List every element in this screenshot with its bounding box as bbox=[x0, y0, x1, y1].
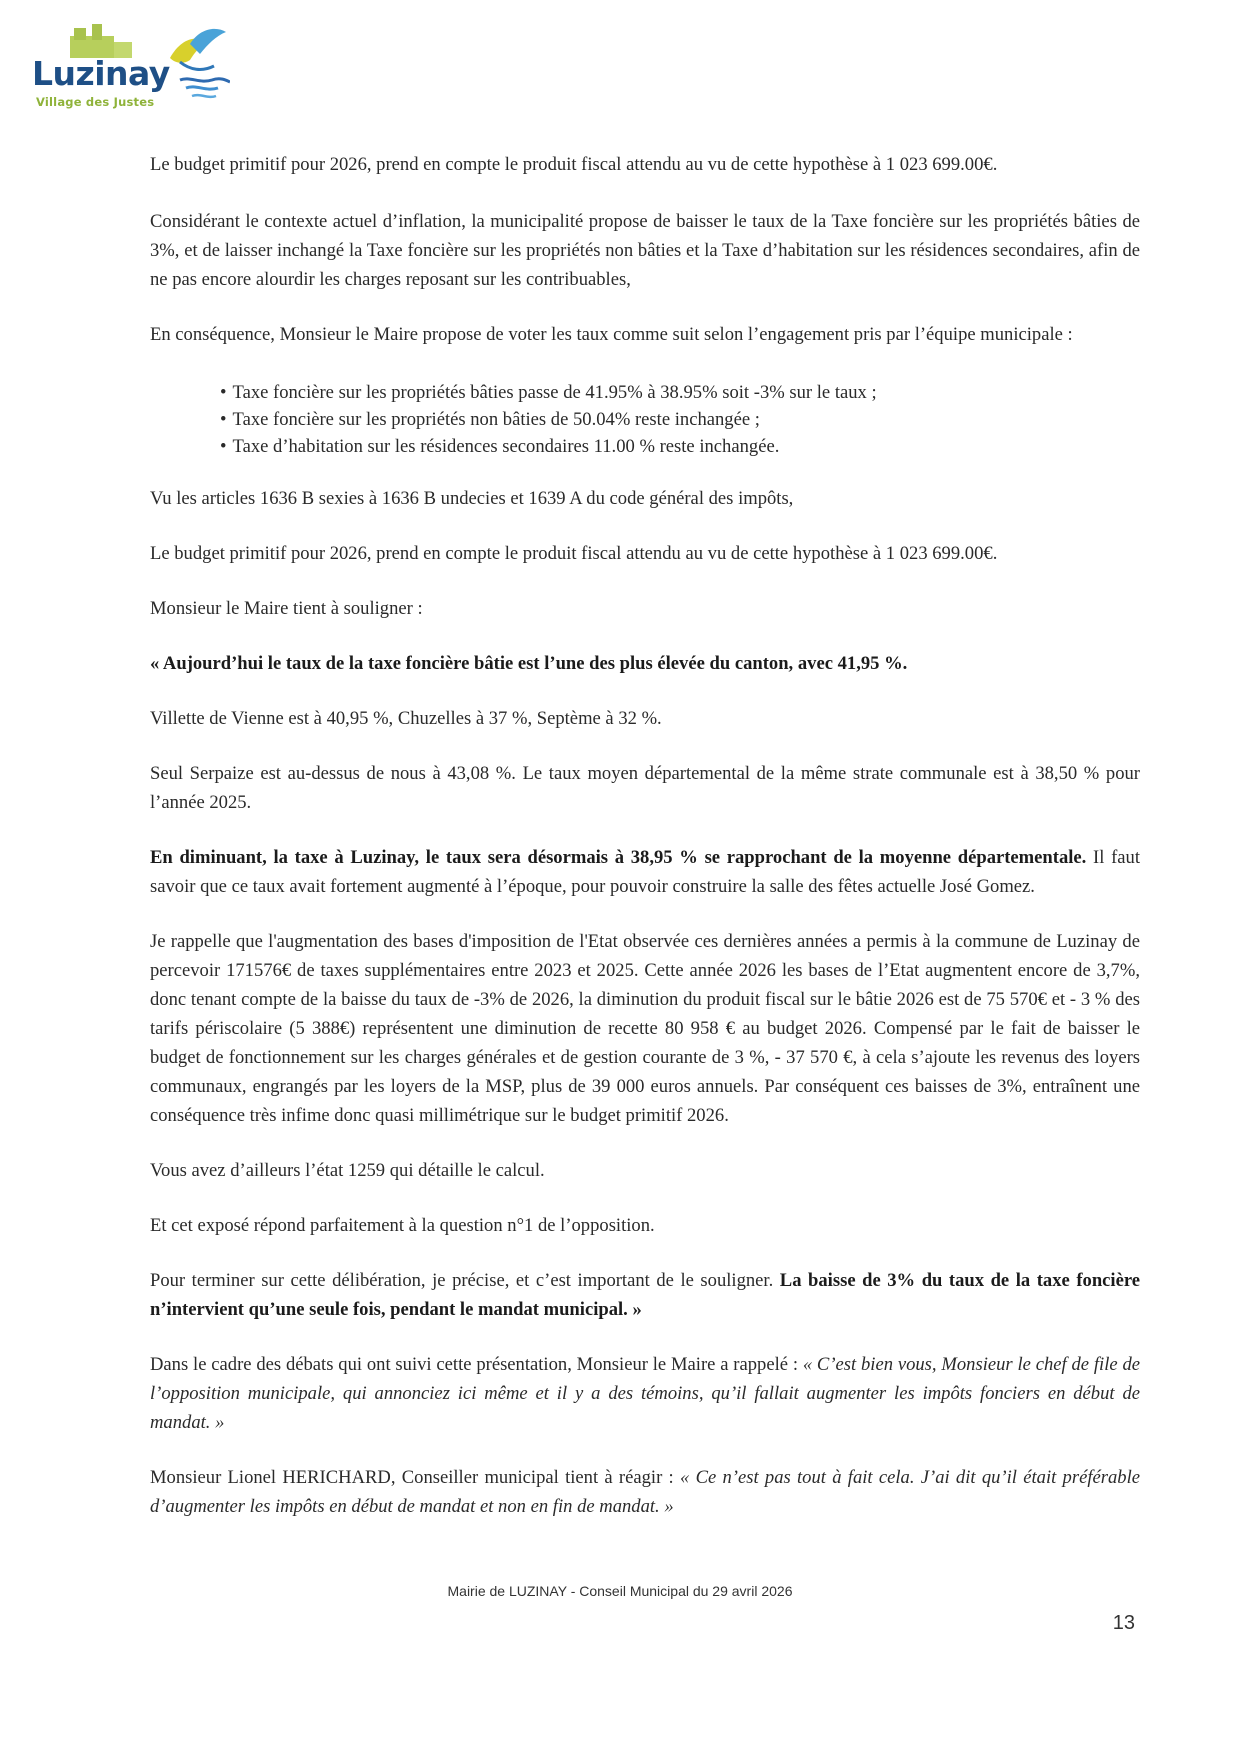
page-number: 13 bbox=[1112, 1612, 1135, 1634]
paragraph-mayor-emphasis: Monsieur le Maire tient à souligner : bbox=[150, 598, 423, 619]
paragraph-herichard-reply bbox=[150, 1463, 1140, 1521]
bold-statement: La baisse de 3% du taux de la taxe foncière n’intervient qu’une seule fois, pendant le mandat municipal. » bbox=[150, 1270, 1140, 1320]
italic-quote: « Ce n’est pas tout à fait cela. J’ai dit qu’il était préférable d’augmenter les impôts en début de mandat et non en fin de mandat. » bbox=[150, 1467, 1141, 1517]
list-item: • Taxe d’habitation sur les résidences secondaires 11.00 % reste inchangée. bbox=[220, 433, 1140, 460]
bold-statement: En diminuant, la taxe à Luzinay, le taux sera désormais à 38,95 % se rapprochant de la moyenne départementale. bbox=[150, 847, 1087, 868]
paragraph-tax-base-details: Je rappelle que l'augmentation des bases d'imposition de l'Etat observée ces dernières années a permis à la commune de Luzinay de percevoir 171576€ de taxes supplémentaires entre 2023 et 2025. Cette année 2026 les bases de l’Etat augmentent encore de 3,7%, donc tenant compte de la baisse du taux de -3% de 2026, la diminution du produit fiscal sur le bâtie 2026 est de 75 570€ et - 3 % des tarifs périscolaire (5 388€) représentent une diminution de recette 80 958 € au budget 2026. Compensé par le fait de baisser le budget de fonctionnement sur les charges générales et de gestion courante de 3 %, - 37 570 €, à cela s’ajoute les revenus des loyers communaux, engrangés par les loyers de la MSP, plus de 39 000 euros annuels. Par conséquent ces baisses de 3%, entraînent une conséquence très infime donc quasi millimétrique sur le budget primitif 2026. bbox=[150, 931, 1140, 1126]
page-footer: Mairie de LUZINAY - Conseil Municipal du 29 avril 2026 bbox=[447, 1583, 793, 1599]
paragraph-text: Pour terminer sur cette délibération, je précise, et c’est important de le souligner. bbox=[150, 1270, 780, 1291]
paragraph-text: Il faut savoir que ce taux avait fortement augmenté à l’époque, pour pouvoir construire la salle des fêtes actuelle José Gomez. bbox=[150, 847, 1140, 897]
italic-quote: « C’est bien vous, Monsieur le chef de file de l’opposition municipale, qui annonciez ici même et il y a des témoins, qu’il fallait augmenter les impôts fonciers en début de mandat. » bbox=[150, 1354, 1140, 1433]
paragraph-canton-rate bbox=[150, 649, 1140, 678]
document-body bbox=[150, 150, 1140, 1547]
logo-name: Luzinay bbox=[32, 54, 170, 93]
bold-statement: « Aujourd’hui le taux de la taxe foncière bâtie est l’une des plus élevée du canton, avec 41,95 %. bbox=[150, 653, 908, 674]
paragraph-serpaize-rate: Seul Serpaize est au-dessus de nous à 43,08 %. Le taux moyen départemental de la même strate communale est à 38,50 % pour l’année 2025. bbox=[150, 763, 1140, 813]
logo-tagline: Village des Justes bbox=[36, 95, 155, 109]
tax-rates-list bbox=[150, 379, 1140, 460]
paragraph-legal-articles: Vu les articles 1636 B sexies à 1636 B undecies et 1639 A du code général des impôts, bbox=[150, 488, 794, 509]
paragraph-state-1259: Vous avez d’ailleurs l’état 1259 qui détaille le calcul. bbox=[150, 1160, 545, 1181]
paragraph-debate-mayor bbox=[150, 1350, 1140, 1437]
paragraph-neighbor-rates: Villette de Vienne est à 40,95 %, Chuzelles à 37 %, Septème à 32 %. bbox=[150, 708, 662, 729]
paragraph-conclusion bbox=[150, 1266, 1140, 1324]
paragraph-inflation-context: Considérant le contexte actuel d’inflation, la municipalité propose de baisser le taux de la Taxe foncière sur les propriétés bâties de 3%, et de laisser inchangé la Taxe foncière sur les propriétés non bâties et la Taxe d’habitation sur les résidences secondaires, afin de ne pas encore alourdir les charges reposant sur les contribuables, bbox=[150, 211, 1140, 290]
luzinay-logo bbox=[30, 22, 230, 112]
list-item: • Taxe foncière sur les propriétés bâties passe de 41.95% à 38.95% soit -3% sur le taux ; bbox=[220, 379, 1140, 406]
paragraph-budget-repeat: Le budget primitif pour 2026, prend en compte le produit fiscal attendu au vu de cette hypothèse à 1 023 699.00€. bbox=[150, 543, 998, 564]
paragraph-budget-intro: Le budget primitif pour 2026, prend en compte le produit fiscal attendu au vu de cette hypothèse à 1 023 699.00€. bbox=[150, 154, 998, 175]
list-item: • Taxe foncière sur les propriétés non bâties de 50.04% reste inchangée ; bbox=[220, 406, 1140, 433]
paragraph-rate-decrease bbox=[150, 843, 1140, 901]
paragraph-text: Dans le cadre des débats qui ont suivi cette présentation, Monsieur le Maire a rappelé : bbox=[150, 1354, 803, 1375]
paragraph-text: Monsieur Lionel HERICHARD, Conseiller municipal tient à réagir : bbox=[150, 1467, 680, 1488]
paragraph-opposition-question: Et cet exposé répond parfaitement à la question n°1 de l’opposition. bbox=[150, 1215, 655, 1236]
paragraph-mayor-proposal: En conséquence, Monsieur le Maire propose de voter les taux comme suit selon l’engagement pris par l’équipe municipale : bbox=[150, 324, 1073, 345]
